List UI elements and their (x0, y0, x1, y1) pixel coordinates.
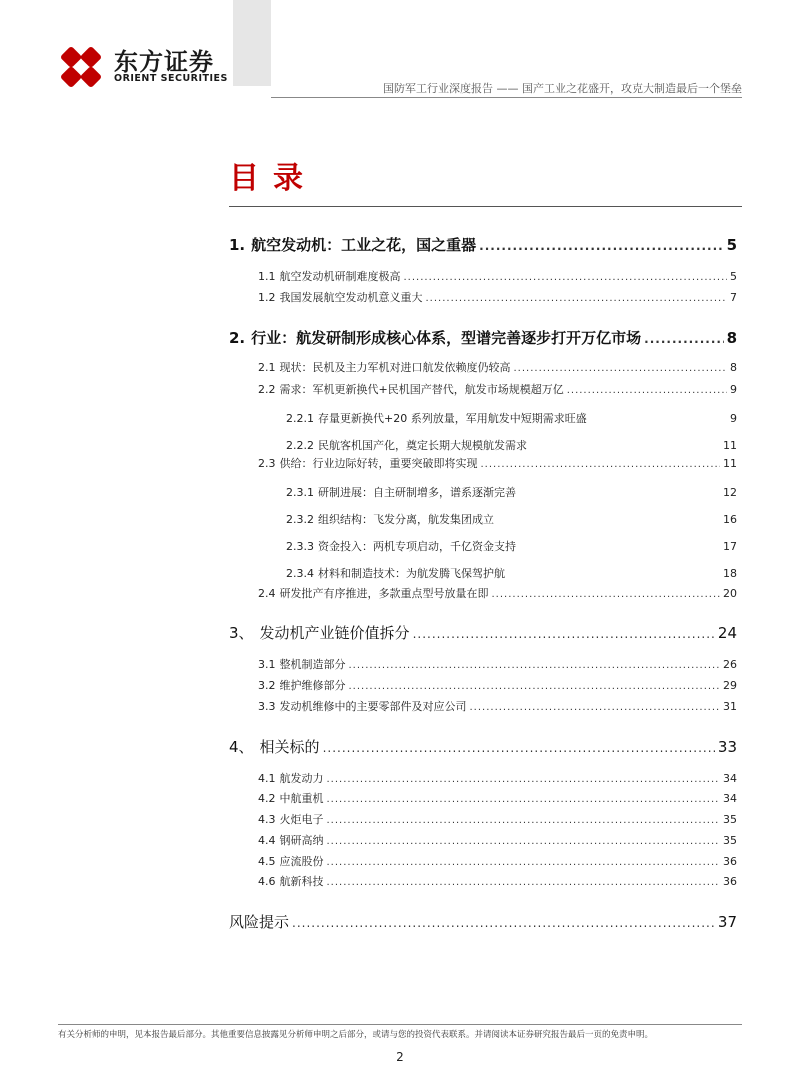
toc-entry-label: 应流股份 (279, 855, 324, 868)
toc-entry-page: 37 (717, 913, 737, 931)
toc-dot-leader (323, 741, 715, 755)
toc-dot-leader (404, 272, 728, 283)
toc-entry-number: 4.6 (258, 875, 276, 888)
toc-entry-label: 发动机维修中的主要零部件及对应公司 (279, 700, 467, 713)
toc-entry-label: 整机制造部分 (279, 658, 346, 671)
toc-entry-label: 组织结构：飞发分离，航发集团成立 (318, 513, 494, 526)
toc-dot-leader (426, 293, 728, 304)
toc-entry-label: 航空发动机：工业之花，国之重器 (251, 236, 477, 254)
toc-entry-number: 1. (229, 236, 246, 254)
toc-entry-label: 维护维修部分 (279, 679, 346, 692)
toc-dot-leader (492, 589, 721, 600)
toc-dot-leader (327, 836, 721, 847)
toc-entry-label: 火炬电子 (279, 813, 324, 826)
toc-entry-number: 3.3 (258, 700, 276, 713)
toc-entry-page: 12 (723, 486, 737, 499)
toc-entry-page: 5 (730, 270, 737, 283)
toc-entry-number: 2.1 (258, 361, 276, 374)
toc-entry-number: 4.1 (258, 772, 276, 785)
toc-dot-leader (327, 857, 721, 868)
toc-entry[interactable] (258, 289, 737, 305)
toc-entry-number: 4.5 (258, 855, 276, 868)
toc-entry[interactable] (229, 234, 737, 255)
toc-entry-page: 24 (717, 624, 737, 642)
toc-entry-number: 4.4 (258, 834, 276, 847)
toc-entry-label: 资金投入：两机专项启动，千亿资金支持 (318, 540, 516, 553)
toc-dot-leader (292, 916, 715, 930)
toc-entry[interactable] (286, 511, 737, 527)
toc-dot-leader (413, 627, 715, 641)
toc-entry[interactable] (258, 832, 737, 848)
toc-entry-label: 研制进展：自主研制增多，谱系逐渐完善 (318, 486, 516, 499)
company-name-cn: 东方证券 (114, 48, 214, 76)
toc-entry-number: 4、 (229, 738, 254, 756)
toc-entry[interactable] (258, 381, 737, 397)
toc-entry-page: 29 (723, 679, 737, 692)
toc-entry-number: 1.2 (258, 291, 276, 304)
toc-entry-page: 7 (730, 291, 737, 304)
toc-entry[interactable] (258, 585, 737, 601)
toc-entry[interactable] (286, 437, 737, 453)
toc-entry-number: 2.2.1 (286, 412, 314, 425)
toc-dot-leader (327, 877, 721, 888)
toc-entry-number: 2.3.1 (286, 486, 314, 499)
toc-entry-label: 钢研高纳 (279, 834, 324, 847)
toc-entry[interactable] (258, 873, 737, 889)
toc-entry[interactable] (286, 410, 737, 426)
orient-logo-icon (58, 44, 104, 90)
toc-dot-leader (327, 794, 721, 805)
toc-entry-number: 2.3.2 (286, 513, 314, 526)
toc-entry-number: 2. (229, 329, 246, 347)
toc-entry-page: 17 (723, 540, 737, 553)
toc-dot-leader (327, 774, 721, 785)
toc-entry[interactable] (258, 698, 737, 714)
toc-entry-number: 2.3.3 (286, 540, 314, 553)
toc-heading-divider (229, 206, 742, 207)
toc-entry-number: 1.1 (258, 270, 276, 283)
toc-entry[interactable] (258, 359, 737, 375)
toc-dot-leader (327, 815, 721, 826)
toc-entry-page: 35 (723, 813, 737, 826)
toc-entry-page: 9 (730, 412, 737, 425)
toc-entry-page: 20 (723, 587, 737, 600)
report-title: 国防军工行业深度报告 —— 国产工业之花盛开，攻克大制造最后一个堡垒 (383, 82, 742, 95)
toc-entry-label: 相关标的 (259, 738, 320, 756)
toc-entry-label: 供给：行业边际好转，重要突破即将实现 (279, 457, 478, 470)
toc-entry-number: 2.4 (258, 587, 276, 600)
toc-entry-label: 需求：军机更新换代+民机国产替代，航发市场规模超万亿 (279, 383, 564, 396)
toc-entry-number: 2.2.2 (286, 439, 314, 452)
footer-divider (58, 1024, 742, 1025)
toc-entry-page: 8 (726, 329, 737, 347)
toc-dot-leader (479, 239, 723, 253)
toc-entry[interactable] (258, 770, 737, 786)
toc-entry-page: 33 (717, 738, 737, 756)
toc-entry-page: 11 (723, 457, 737, 470)
toc-entry-page: 36 (723, 855, 737, 868)
toc-entry[interactable] (258, 268, 737, 284)
toc-entry-label: 发动机产业链价值拆分 (259, 624, 410, 642)
toc-entry-page: 36 (723, 875, 737, 888)
toc-entry-page: 9 (730, 383, 737, 396)
toc-entry-number: 3.1 (258, 658, 276, 671)
header-divider (271, 97, 742, 98)
toc-entry-number: 4.2 (258, 792, 276, 805)
toc-entry[interactable] (258, 656, 737, 672)
toc-entry-label: 航新科技 (279, 875, 324, 888)
company-logo (58, 40, 233, 90)
header-band (233, 0, 271, 86)
toc-entry[interactable] (229, 736, 737, 757)
toc-entry-label: 材料和制造技术：为航发腾飞保驾护航 (318, 567, 505, 580)
toc-entry-label: 现状：民机及主力军机对进口航发依赖度仍较高 (279, 361, 511, 374)
toc-entry-number: 2.3.4 (286, 567, 314, 580)
toc-entry-label: 我国发展航空发动机意义重大 (279, 291, 423, 304)
toc-dot-leader (567, 385, 727, 396)
toc-entry-number: 2.3 (258, 457, 276, 470)
toc-entry-number: 2.2 (258, 383, 276, 396)
toc-entry-page: 34 (723, 772, 737, 785)
toc-entry-page: 26 (723, 658, 737, 671)
toc-entry[interactable] (286, 484, 737, 500)
toc-entry-page: 34 (723, 792, 737, 805)
toc-entry-label: 航空发动机研制难度极高 (279, 270, 401, 283)
toc-entry-page: 8 (730, 361, 737, 374)
toc-entry-label: 存量更新换代+20 系列放量，军用航发中短期需求旺盛 (318, 412, 587, 425)
footer-disclaimer: 有关分析师的申明，见本报告最后部分。其他重要信息披露见分析师申明之后部分，或请与您的投资代表联系。并请阅读本证券研究报告最后一页的免责申明。 (58, 1030, 654, 1040)
toc-entry[interactable] (258, 455, 737, 471)
toc-entry-number: 4.3 (258, 813, 276, 826)
toc-entry-label: 中航重机 (279, 792, 324, 805)
toc-entry-page: 16 (723, 513, 737, 526)
toc-entry-label: 研发批产有序推进，多款重点型号放量在即 (279, 587, 489, 600)
toc-entry[interactable] (258, 853, 737, 869)
toc-dot-leader (470, 702, 721, 713)
toc-entry[interactable] (229, 911, 737, 932)
toc-dot-leader (644, 332, 723, 346)
page-number: 2 (396, 1050, 404, 1064)
toc-entry-number: 3、 (229, 624, 254, 642)
toc-dot-leader (514, 363, 728, 374)
toc-dot-leader (481, 459, 721, 470)
toc-entry-page: 18 (723, 567, 737, 580)
toc-entry-page: 31 (723, 700, 737, 713)
toc-entry-label: 航发动力 (279, 772, 324, 785)
toc-entry-page: 35 (723, 834, 737, 847)
toc-entry[interactable] (258, 677, 737, 693)
toc-dot-leader (349, 660, 721, 671)
toc-entry-page: 11 (723, 439, 737, 452)
toc-entry[interactable] (286, 538, 737, 554)
toc-entry[interactable] (258, 811, 737, 827)
company-name-en: ORIENT SECURITIES (114, 73, 228, 84)
toc-dot-leader (349, 681, 721, 692)
toc-entry[interactable] (286, 565, 737, 581)
toc-entry-label: 行业：航发研制形成核心体系，型谱完善逐步打开万亿市场 (251, 329, 642, 347)
toc-heading: 目录 (229, 161, 317, 196)
toc-entry[interactable] (229, 327, 737, 348)
toc-entry-label: 民航客机国产化，奠定长期大规模航发需求 (318, 439, 527, 452)
toc-entry-number: 3.2 (258, 679, 276, 692)
toc-entry[interactable] (258, 790, 737, 806)
toc-entry[interactable] (229, 622, 737, 643)
toc-entry-label: 风险提示 (229, 913, 290, 931)
toc-entry-page: 5 (726, 236, 737, 254)
